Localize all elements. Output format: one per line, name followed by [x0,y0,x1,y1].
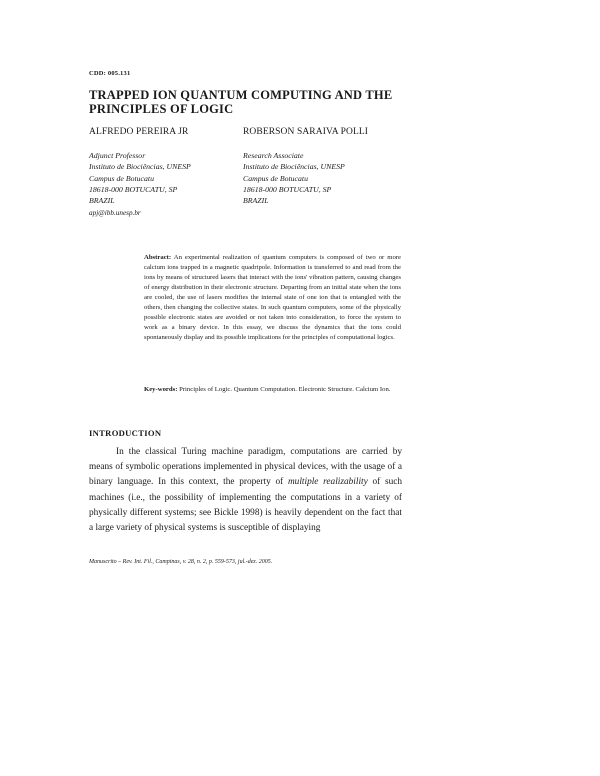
affiliation-line: Campus de Botucatu [243,173,308,183]
abstract-text: An experimental realization of quantum computers is composed of two or more calcium ions trapped in a magnetic quadripole. Information is transferred to and read from the ions by means of structured lasers that interact with the ions' vibration pattern, causing changes of energy distribution in their electronic structure. Departing from an initial state when the ions are cooled, the use of lasers modifies the internal state of one ion that is entangled with the others, then changing the collective states. In such quantum computers, some of the physically possible electronic states are avoided or not taken into consideration, to force the system to work as a binary device. In this essay, we discuss the dynamics that the ions could spontaneously display and its possible implications for the principles of computational logics. [144,254,401,341]
affiliation-line: Adjunct Professor [89,151,146,160]
paper-title: TRAPPED ION QUANTUM COMPUTING AND THE PRINCIPLES OF LOGIC [89,88,393,116]
abstract-label: Abstract: [144,254,172,261]
affiliation-line: BRAZIL [89,196,115,206]
affiliation-line: 18618-000 BOTUCATU, SP [89,184,178,194]
journal-citation-footer: Manuscrito – Rev. Int. Fil., Campinas, v. 28, n. 2, p. 559-573, jul.-dez. 2005. [89,559,273,565]
paragraph-text: of such machines (i.e., the possibility of implementing the computations in a variety of physically different systems; see Bickle 1998) is heavily dependent on the fact that a large variety of physical systems is susceptible of displaying [89,477,402,534]
affiliation-line: Instituto de Biociências, UNESP [89,162,191,172]
abstract [144,253,401,343]
affiliation-line: Campus de Botucatu [89,173,154,183]
keywords [144,385,401,395]
affiliation-line: 18618-000 BOTUCATU, SP [243,184,332,194]
author-name-2: ROBERSON SARAIVA POLLI [243,127,369,137]
body-paragraph [89,445,402,536]
keywords-text: Principles of Logic. Quantum Computation. Electronic Structure. Calcium Ion. [179,386,391,393]
author-affiliation-2 [243,150,393,206]
affiliation-line: BRAZIL [243,196,269,206]
cdd-code: CDD: 005.131 [89,70,131,77]
keywords-label: Key-words: [144,386,178,393]
author-affiliation-1 [89,150,239,206]
paragraph-text: In the classical Turing machine paradigm, computations are carried by means of symbolic operations implemented in physical devices, with the usage of a binary language. In this context, the property of [89,447,402,488]
affiliation-line: Instituto de Biociências, UNESP [243,162,345,172]
author-email[interactable]: apj@ibb.unesp.br [89,209,141,217]
author-name-1: ALFREDO PEREIRA JR [89,127,189,137]
section-heading: INTRODUCTION [89,428,162,438]
emphasis-term: multiple realizability [287,477,368,488]
affiliation-line: Research Associate [243,151,304,160]
